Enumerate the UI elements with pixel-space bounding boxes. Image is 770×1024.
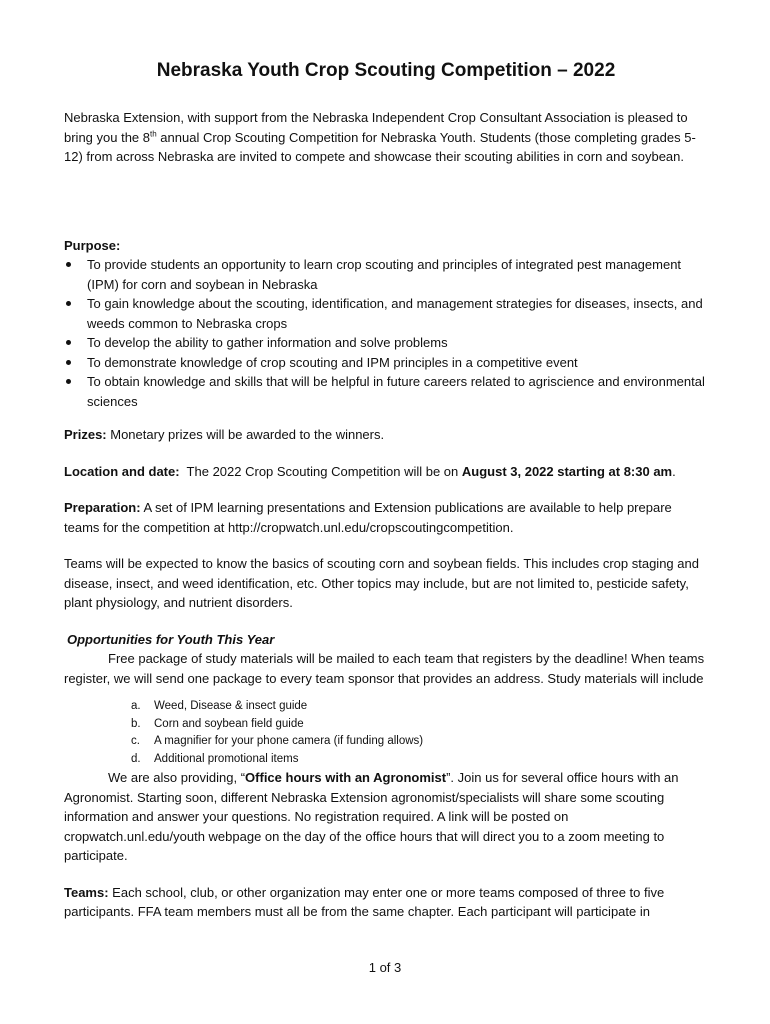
intro-paragraph — [64, 108, 708, 167]
location-date: August 3, 2022 starting at 8:30 am — [461, 463, 673, 479]
materials-item — [131, 716, 708, 734]
opportunities-heading: Opportunities for Youth This Year — [67, 631, 275, 647]
materials-list — [64, 698, 708, 768]
materials-item — [131, 751, 708, 769]
materials-item — [131, 698, 708, 716]
materials-item — [131, 733, 708, 751]
purpose-item: To demonstrate knowledge of crop scouting and IPM principles in a competitive event — [64, 353, 708, 373]
materials-marker: d. — [131, 752, 141, 765]
office-hours-pre: We are also providing, “ — [108, 770, 246, 785]
materials-text: Weed, Disease & insect guide — [154, 700, 308, 712]
purpose-item: To provide students an opportunity to learn crop scouting and principles of integrated pest management (IPM) for corn and soybean in Nebraska — [64, 255, 708, 294]
teams-paragraph — [64, 883, 708, 922]
location-label: Location and date: — [64, 463, 180, 479]
purpose-label: Purpose: — [64, 237, 121, 253]
intro-superscript: th — [150, 129, 157, 139]
materials-marker: a. — [131, 700, 141, 712]
purpose-item: To develop the ability to gather information and solve problems — [64, 333, 708, 353]
prizes-label: Prizes: — [64, 427, 107, 442]
prizes-text: Monetary prizes will be awarded to the winners. — [106, 427, 385, 442]
materials-text: Corn and soybean field guide — [154, 717, 304, 730]
purpose-item: To obtain knowledge and skills that will be helpful in future careers related to agriscience and environmental sciences — [64, 372, 708, 411]
preparation-label: Preparation: — [64, 500, 141, 515]
opportunities-paragraph: Free package of study materials will be mailed to each team that registers by the deadline! When teams register, we will send one package to every team sponsor that provides an address. Study materials will include — [64, 651, 705, 686]
preparation-text: A set of IPM learning presentations and Extension publications are available to help prepare teams for the competition at http://cropwatch.unl.edu/cropscoutingcompetition. — [64, 500, 672, 535]
prizes-paragraph — [64, 425, 708, 445]
page-number: 1 of 3 — [368, 960, 402, 975]
materials-text: Additional promotional items — [154, 752, 299, 765]
materials-marker: b. — [131, 717, 141, 730]
office-hours-bold: Office hours with an Agronomist — [245, 770, 447, 785]
document-title: Nebraska Youth Crop Scouting Competition – 2022 — [156, 60, 616, 81]
intro-text-1: Nebraska Extension, with support from the Nebraska Independent Crop Consultant Association is pleased to bring you the 8 — [64, 110, 688, 145]
location-text: The 2022 Crop Scouting Competition will be on — [179, 463, 462, 479]
teams-basics-paragraph: Teams will be expected to know the basics of scouting corn and soybean fields. This includes crop staging and disease, insect, and weed identification, etc. Other topics may include, but are not limited to, pesticide safety, plant physiology, and nutrient disorders. — [64, 556, 699, 610]
purpose-list — [64, 255, 708, 411]
purpose-item: To gain knowledge about the scouting, identification, and management strategies for diseases, insects, and weeds common to Nebraska crops — [64, 294, 708, 333]
preparation-paragraph — [64, 498, 708, 537]
location-end: . — [672, 463, 676, 479]
materials-text: A magnifier for your phone camera (if funding allows) — [154, 735, 424, 747]
materials-marker: c. — [131, 735, 140, 747]
office-hours-post: ”. Join us for several office hours with an Agronomist. Starting soon, different Nebraska Extension agronomist/specialists will share some scouting information and answer your questions. No registration required. A link will be posted on cropwatch.unl.edu/youth webpage on the day of the office hours that will direct you to a zoom meeting to participate. — [64, 770, 679, 863]
office-hours-paragraph — [64, 768, 708, 866]
location-paragraph — [64, 462, 708, 482]
teams-text: Each school, club, or other organization may enter one or more teams composed of three to five participants. FFA team members must all be from the same chapter. Each participant will participate in — [64, 884, 665, 919]
document-content — [64, 58, 708, 922]
teams-label: Teams: — [64, 884, 109, 900]
intro-text-2: annual Crop Scouting Competition for Nebraska Youth. Students (those completing grades 5-12) from across Nebraska are invited to compete and showcase their scouting abilities in corn and soybean. — [64, 129, 696, 164]
